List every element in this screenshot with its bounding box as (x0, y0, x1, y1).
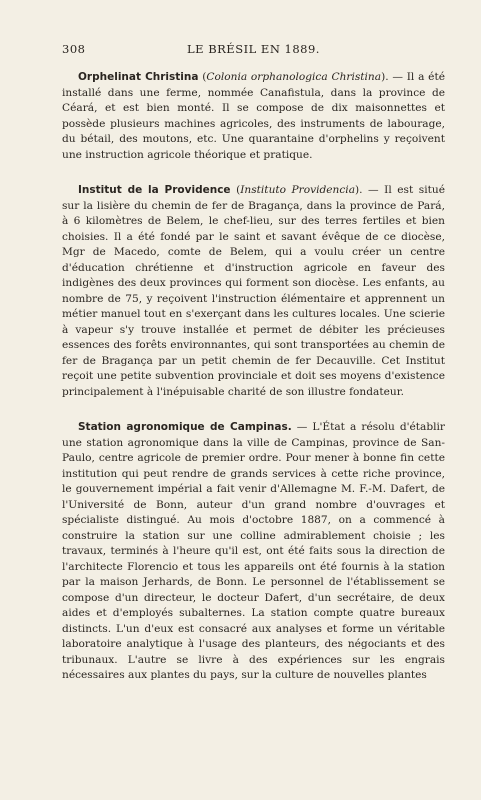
entry-title: Institut de la Providence (78, 184, 231, 196)
entry-orphelinat: Orphelinat Christina (Colonia orphanologica Christina). — Il a été installé dans une ferme, nommée Canafistula, dans la province de Céará, et est bien monté. Il se compose de dix maisonnettes et possède plusieurs machines agricoles, des instruments de labourage, du bétail, des moutons, etc. Une quarantaine d'orphelins y reçoivent une instruction agricole théorique et pratique. (62, 71, 445, 161)
entry-title: Station agronomique de Campinas. (78, 421, 292, 433)
entry-body: — L'État a résolu d'établir une station agronomique dans la ville de Campinas, province de San-Paulo, centre agricole de premier ordre. Pour mener à bonne fin cette institution qui peut rendre de grands services à cette riche province, le gouvernement impérial a fait venir d'Allemagne M. F.-M. Dafert, de l'Université de Bonn, auteur d'un grand nombre d'ouvrages et spécialiste distingué. Au mois d'octobre 1887, on a commencé à construire la station sur une colline admirablement choisie ; les travaux, terminés à l'heure qu'il est, ont été faits sous la direction de l'architecte Florencio et tous les appareils ont été fournis à la station par la maison Jerhards, de Bonn. Le personnel de l'établissement se compose d'un directeur, le docteur Dafert, d'un secrétaire, de deux aides et d'employés subalternes. La station compte quatre bureaux distincts. L'un d'eux est consacré aux analyses et forme un véritable laboratoire analytique à l'usage des planteurs, des négociants et des tribunaux. L'autre se livre à des expériences sur les engrais nécessaires aux plantes du pays, sur la culture de nouvelles plantes (62, 421, 445, 681)
page-header (62, 42, 445, 56)
entry-subtitle: Instituto Providencia (240, 184, 356, 196)
entry-station (62, 420, 445, 684)
entry-subtitle: Colonia orphanologica Christina (206, 71, 382, 83)
entry-body: . — Il a été installé dans une ferme, nommée Canafistula, dans la province de Céará, et est bien monté. Il se compose de dix maisonnettes et possède plusieurs machines agricoles, des instruments de labourage, du bétail, des moutons, etc. Une quarantaine d'orphelins y reçoivent une instruction agricole théorique et pratique. (62, 71, 445, 161)
entry-body: . — Il est situé sur la lisière du chemin de fer de Bragança, dans la province de Pará, à 6 kilomètres de Belem, le chef-lieu, sur des terres fertiles et bien choisies. Il a été fondé par le saint et savant évêque de ce diocèse, Mgr de Macedo, comte de Belem, qui a voulu créer un centre d'éducation chrétienne et d'instruction agricole en faveur des indigènes des deux provinces qui forment son diocèse. Les enfants, au nombre de 75, y reçoivent l'instruction élémentaire et apprennent un métier manuel tout en s'exerçant dans les cultures locales. Une scierie à vapeur s'y trouve installée et permet de débiter les précieuses essences des forêts environnantes, qui sont transportées au chemin de fer de Bragança par un petit chemin de fer Decauville. Cet Institut reçoit une petite subvention provinciale et doit ses moyens d'existence principalement à l'inépuisable charité de son illustre fondateur. (62, 184, 445, 398)
page-number: 308 (62, 42, 86, 56)
entry-institut: Institut de la Providence (Instituto Providencia). — Il est situé sur la lisière du chemin de fer de Bragança, dans la province de Pará, à 6 kilomètres de Belem, le chef-lieu, sur des terres fertiles et bien choisies. Il a été fondé par le saint et savant évêque de ce diocèse, Mgr de Macedo, comte de Belem, qui a voulu créer un centre d'éducation chrétienne et d'instruction agricole en faveur des indigènes des deux provinces qui forment son diocèse. Les enfants, au nombre de 75, y reçoivent l'instruction élémentaire et apprennent un métier manuel tout en s'exerçant dans les cultures locales. Une scierie à vapeur s'y trouve installée et permet de débiter les précieuses essences des forêts environnantes, qui sont transportées au chemin de fer de Bragança par un petit chemin de fer Decauville. Cet Institut reçoit une petite subvention provinciale et doit ses moyens d'existence principalement à l'inépuisable charité de son illustre fondateur. (62, 184, 445, 398)
running-title: LE BRÉSIL EN 1889. (187, 42, 320, 56)
entry-title: Orphelinat Christina (78, 71, 199, 83)
